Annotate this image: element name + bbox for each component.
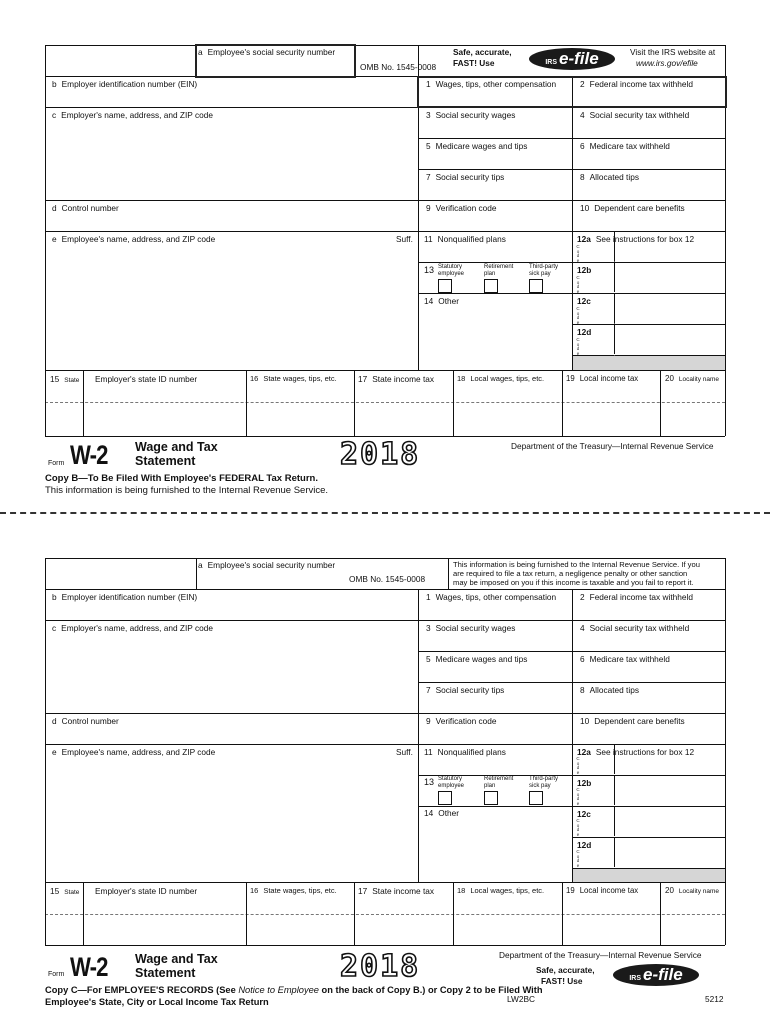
box1-label: 1 Wages, tips, other compensation bbox=[426, 79, 557, 89]
box17-label: 17 State income tax bbox=[358, 886, 435, 896]
statutory-checkbox[interactable] bbox=[438, 791, 452, 805]
box8-label: 8 Allocated tips bbox=[580, 172, 639, 182]
box9-label: 9 Verification code bbox=[426, 203, 497, 213]
furnished-note: This information is being furnished to the Internal Revenue Service. bbox=[45, 485, 329, 496]
box6-label: 6 Medicare tax withheld bbox=[580, 141, 670, 151]
box10-label: 10 Dependent care benefits bbox=[580, 716, 685, 726]
box12b-label: 12b bbox=[577, 265, 592, 275]
box12c-label: 12c bbox=[577, 296, 591, 306]
box15-label: 15 State bbox=[50, 886, 80, 896]
omb-number: OMB No. 1545-0008 bbox=[349, 574, 426, 584]
box12a-label: 12a See instructions for box 12 bbox=[577, 234, 695, 244]
box11-label: 11 Nonqualified plans bbox=[424, 234, 506, 244]
thirdparty-checkbox[interactable] bbox=[529, 791, 543, 805]
box12d-label: 12d bbox=[577, 840, 592, 850]
box13-label: 13 bbox=[424, 265, 435, 275]
treasury-dept: Department of the Treasury—Internal Revenue Service bbox=[511, 441, 714, 451]
code-letters: C o d e bbox=[576, 306, 580, 325]
ssn-label: a Employee's social security number bbox=[198, 560, 336, 570]
form-number: W-2 bbox=[70, 440, 108, 470]
efile-logo: IRS e-file bbox=[613, 964, 699, 986]
box12d-label: 12d bbox=[577, 327, 592, 337]
retirement-label: Retirement plan bbox=[484, 264, 514, 277]
control-number-label: d Control number bbox=[52, 716, 119, 726]
omb-number: OMB No. 1545-0008 bbox=[360, 62, 437, 72]
box11-label: 11 Nonqualified plans bbox=[424, 747, 506, 757]
box18-label: 18 Local wages, tips, etc. bbox=[457, 374, 545, 383]
catalog-number: 5212 bbox=[705, 994, 724, 1004]
efile-logo: IRS e-file bbox=[529, 48, 615, 70]
state-id-label: Employer's state ID number bbox=[95, 374, 198, 384]
code-letters: C o d e bbox=[576, 244, 580, 263]
form-code: LW2BC bbox=[507, 994, 535, 1004]
form-word: Form bbox=[48, 460, 65, 467]
ein-label: b Employer identification number (EIN) bbox=[52, 79, 198, 89]
tax-year: 2018 bbox=[340, 949, 421, 984]
control-number-label: d Control number bbox=[52, 203, 119, 213]
box1-label: 1 Wages, tips, other compensation bbox=[426, 592, 557, 602]
tear-line bbox=[0, 512, 770, 514]
box13-label: 13 bbox=[424, 777, 435, 787]
box7-label: 7 Social security tips bbox=[426, 172, 505, 182]
employee-name-label: e Employee's name, address, and ZIP code bbox=[52, 234, 216, 244]
form-number: W-2 bbox=[70, 952, 108, 982]
thirdparty-label: Third-party sick pay bbox=[529, 264, 559, 277]
copy-c-heading-2: Employee's State, City or Local Income Tax Return bbox=[45, 997, 269, 1007]
box3-label: 3 Social security wages bbox=[426, 623, 516, 633]
box18-label: 18 Local wages, tips, etc. bbox=[457, 886, 545, 895]
box4-label: 4 Social security tax withheld bbox=[580, 110, 690, 120]
suffix-label: Suff. bbox=[396, 234, 413, 244]
statutory-label: Statutory employee bbox=[438, 776, 465, 789]
statutory-label: Statutory employee bbox=[438, 264, 465, 277]
box15-label: 15 State bbox=[50, 374, 80, 384]
box20-label: 20 Locality name bbox=[665, 374, 720, 383]
notice-line-2: are required to file a tax return, a negligence penalty or other sanction bbox=[453, 569, 688, 578]
box3-label: 3 Social security wages bbox=[426, 110, 516, 120]
retirement-label: Retirement plan bbox=[484, 776, 514, 789]
box2-label: 2 Federal income tax withheld bbox=[580, 592, 693, 602]
code-letters: C o d e bbox=[576, 756, 580, 775]
box4-label: 4 Social security tax withheld bbox=[580, 623, 690, 633]
safe-accurate: Safe, accurate, bbox=[453, 47, 512, 57]
fast-use: FAST! Use bbox=[541, 976, 583, 986]
notice-line-1: This information is being furnished to the Internal Revenue Service. If you bbox=[453, 560, 700, 569]
form-title-2: Statement bbox=[135, 454, 196, 468]
box19-label: 19 Local income tax bbox=[566, 886, 639, 895]
box10-label: 10 Dependent care benefits bbox=[580, 203, 685, 213]
box19-label: 19 Local income tax bbox=[566, 374, 639, 383]
copy-c-heading: Copy C—For EMPLOYEE'S RECORDS (See Notice to Employee on the back of Copy B.) or Copy 2 to be Filed With bbox=[45, 985, 543, 995]
state-id-label: Employer's state ID number bbox=[95, 886, 198, 896]
ein-label: b Employer identification number (EIN) bbox=[52, 592, 198, 602]
retirement-checkbox[interactable] bbox=[484, 279, 498, 293]
box5-label: 5 Medicare wages and tips bbox=[426, 141, 528, 151]
box16-label: 16 State wages, tips, etc. bbox=[250, 886, 337, 895]
box12c-label: 12c bbox=[577, 809, 591, 819]
box7-label: 7 Social security tips bbox=[426, 685, 505, 695]
thirdparty-label: Third-party sick pay bbox=[529, 776, 559, 789]
code-letters: C o d e bbox=[576, 787, 580, 806]
employer-name-label: c Employer's name, address, and ZIP code bbox=[52, 623, 213, 633]
statutory-checkbox[interactable] bbox=[438, 279, 452, 293]
ssn-label: a Employee's social security number bbox=[198, 47, 336, 57]
employer-name-label: c Employer's name, address, and ZIP code bbox=[52, 110, 213, 120]
box17-label: 17 State income tax bbox=[358, 374, 435, 384]
code-letters: C o d e bbox=[576, 337, 580, 356]
box20-label: 20 Locality name bbox=[665, 886, 720, 895]
form-title-1: Wage and Tax bbox=[135, 952, 218, 966]
code-letters: C o d e bbox=[576, 275, 580, 294]
form-title-2: Statement bbox=[135, 966, 196, 980]
copy-b-heading: Copy B—To Be Filed With Employee's FEDERAL Tax Return. bbox=[45, 473, 318, 484]
box8-label: 8 Allocated tips bbox=[580, 685, 639, 695]
irs-efile-url: www.irs.gov/efile bbox=[636, 58, 698, 68]
suffix-label: Suff. bbox=[396, 747, 413, 757]
form-word: Form bbox=[48, 971, 65, 978]
form-title-1: Wage and Tax bbox=[135, 440, 218, 454]
thirdparty-checkbox[interactable] bbox=[529, 279, 543, 293]
box2-label: 2 Federal income tax withheld bbox=[580, 79, 693, 89]
tax-year: 2018 bbox=[340, 437, 421, 472]
box12a-label: 12a See instructions for box 12 bbox=[577, 747, 695, 757]
fast-use: FAST! Use bbox=[453, 58, 495, 68]
box14-label: 14 Other bbox=[424, 808, 459, 818]
retirement-checkbox[interactable] bbox=[484, 791, 498, 805]
box16-label: 16 State wages, tips, etc. bbox=[250, 374, 337, 383]
box5-label: 5 Medicare wages and tips bbox=[426, 654, 528, 664]
safe-accurate: Safe, accurate, bbox=[536, 965, 595, 975]
visit-irs: Visit the IRS website at bbox=[630, 47, 716, 57]
code-letters: C o d e bbox=[576, 849, 580, 868]
box6-label: 6 Medicare tax withheld bbox=[580, 654, 670, 664]
box12b-label: 12b bbox=[577, 778, 592, 788]
employee-name-label: e Employee's name, address, and ZIP code bbox=[52, 747, 216, 757]
box14-label: 14 Other bbox=[424, 296, 459, 306]
code-letters: C o d e bbox=[576, 818, 580, 837]
treasury-dept: Department of the Treasury—Internal Revenue Service bbox=[499, 950, 702, 960]
box9-label: 9 Verification code bbox=[426, 716, 497, 726]
notice-line-3: may be imposed on you if this income is taxable and you fail to report it. bbox=[453, 578, 694, 587]
